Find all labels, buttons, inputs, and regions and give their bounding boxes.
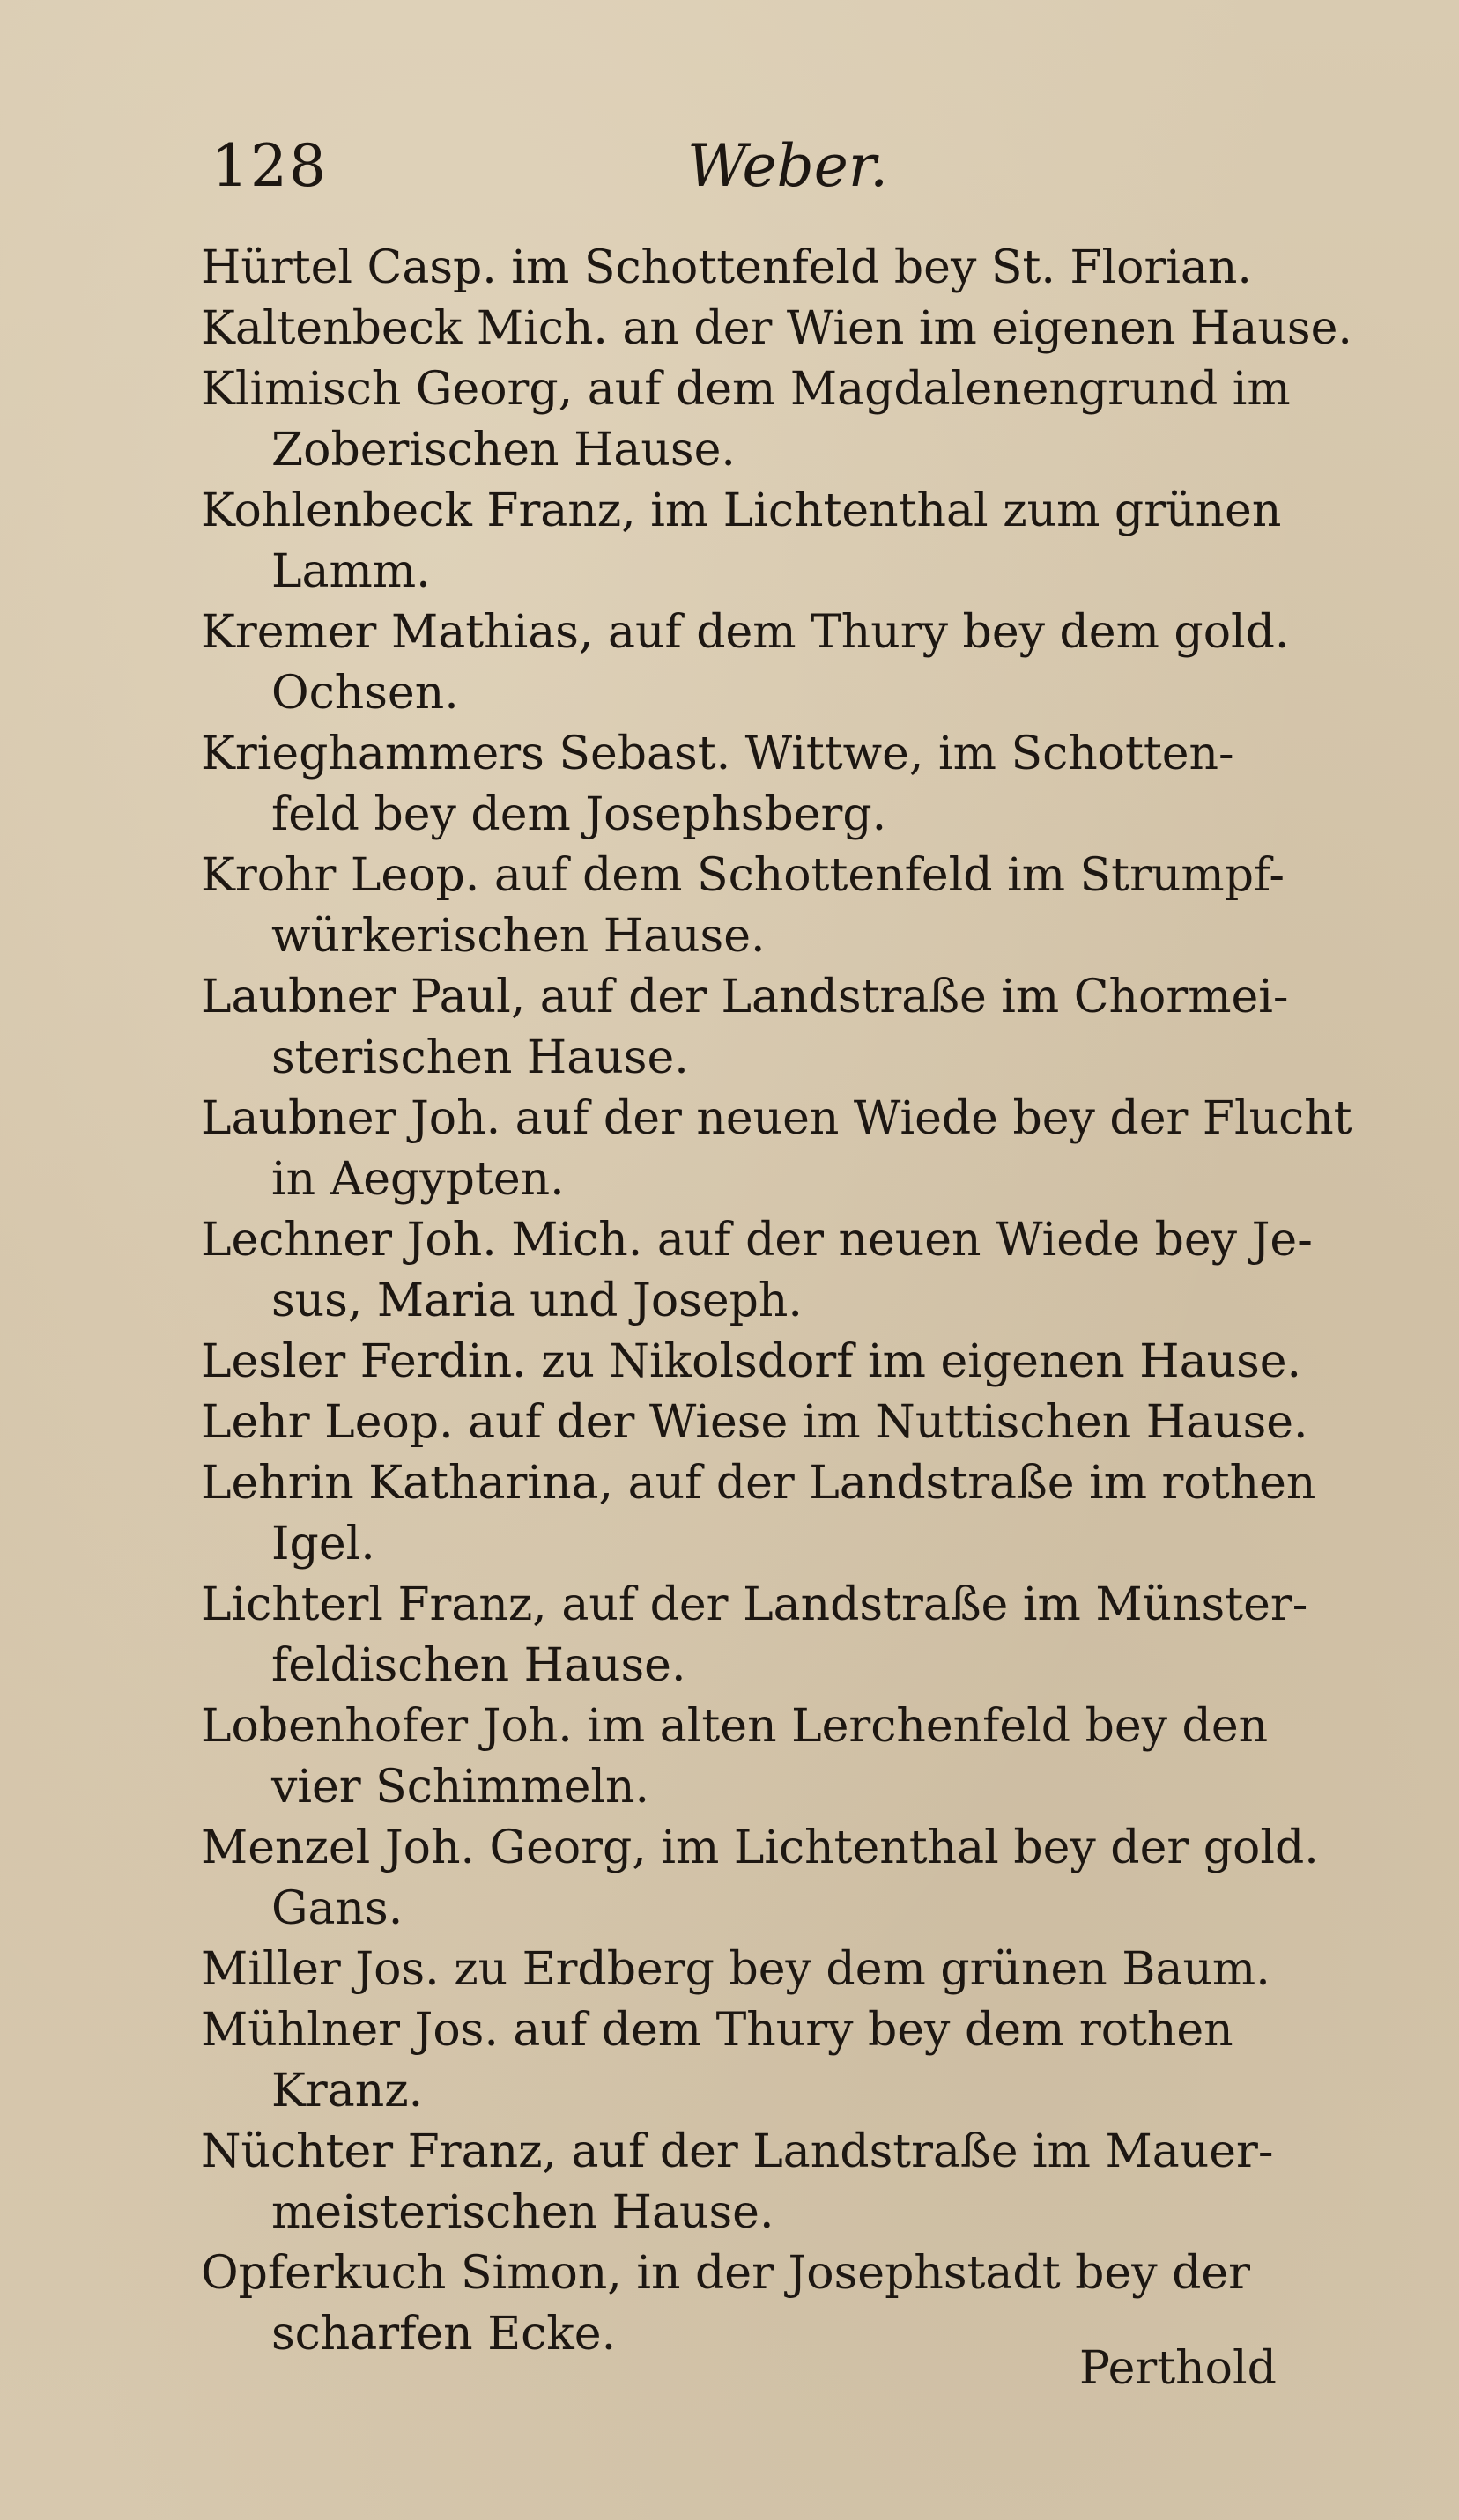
entry-line: Kaltenbeck Mich. an der Wien im eigenen Hause. <box>201 302 1352 355</box>
entry-line: Menzel Joh. Georg, im Lichtenthal bey der gold. <box>201 1822 1319 1874</box>
entry-continuation-line: Lamm. <box>271 545 431 598</box>
list-item <box>201 602 1373 724</box>
entry-continuation-line: meisterischen Hause. <box>271 2186 774 2239</box>
entry-line: Lehrin Katharina, auf der Landstraße im rothen <box>201 1457 1316 1510</box>
entry-continuation-line: feld bey dem Josephsberg. <box>271 788 887 841</box>
directory-entries <box>201 238 1373 2365</box>
list-item <box>201 359 1373 481</box>
entry-continuation-line: sus, Maria und Joseph. <box>271 1275 803 1327</box>
list-item <box>201 846 1373 967</box>
entry-line: Krieghammers Sebast. Wittwe, im Schotten- <box>201 728 1234 780</box>
list-item <box>201 2122 1373 2243</box>
list-item <box>201 967 1373 1089</box>
entry-line: Krohr Leop. auf dem Schottenfeld im Strumpf- <box>201 849 1285 902</box>
running-title: Weber. <box>687 132 889 200</box>
list-item <box>201 1818 1373 1940</box>
entry-continuation-line: Gans. <box>271 1882 404 1935</box>
entry-continuation-line: würkerischen Hause. <box>271 910 766 963</box>
list-item <box>201 1089 1373 1210</box>
list-item <box>201 1332 1373 1393</box>
list-item <box>201 724 1373 846</box>
list-item <box>201 238 1373 299</box>
list-item <box>201 1696 1373 1818</box>
entry-line: Mühlner Jos. auf dem Thury bey dem rothen <box>201 2004 1233 2057</box>
list-item <box>201 2000 1373 2122</box>
list-item <box>201 1575 1373 1696</box>
entry-line: Miller Jos. zu Erdberg bey dem grünen Baum. <box>201 1943 1270 1996</box>
list-item <box>201 1940 1373 2000</box>
list-item <box>201 481 1373 602</box>
list-item <box>201 1453 1373 1575</box>
entry-line: Nüchter Franz, auf der Landstraße im Mauer- <box>201 2125 1274 2178</box>
entry-continuation-line: Ochsen. <box>271 667 459 720</box>
entry-continuation-line: Zoberischen Hause. <box>271 424 736 477</box>
entry-line: Hürtel Casp. im Schottenfeld bey St. Florian. <box>201 241 1252 294</box>
list-item <box>201 299 1373 359</box>
page-header <box>0 132 1459 211</box>
entry-line: Laubner Paul, auf der Landstraße im Chormei- <box>201 971 1289 1024</box>
list-item <box>201 1393 1373 1453</box>
entry-continuation-line: feldischen Hause. <box>271 1639 686 1692</box>
list-item <box>201 1210 1373 1332</box>
entry-continuation-line: in Aegypten. <box>271 1153 565 1206</box>
entry-line: Kremer Mathias, auf dem Thury bey dem gold. <box>201 606 1290 659</box>
entry-line: Klimisch Georg, auf dem Magdalenengrund im <box>201 363 1291 416</box>
entry-line: Lehr Leop. auf der Wiese im Nuttischen Hause. <box>201 1396 1308 1449</box>
entry-continuation-line: Igel. <box>271 1518 375 1570</box>
catchword: Perthold <box>1079 2342 1277 2395</box>
entry-line: Lesler Ferdin. zu Nikolsdorf im eigenen Hause. <box>201 1335 1302 1388</box>
entry-line: Lobenhofer Joh. im alten Lerchenfeld bey den <box>201 1700 1269 1753</box>
entry-continuation-line: scharfen Ecke. <box>271 2308 617 2361</box>
entry-continuation-line: Kranz. <box>271 2065 424 2117</box>
page-number: 128 <box>211 132 328 200</box>
entry-line: Lichterl Franz, auf der Landstraße im Münster- <box>201 1578 1308 1631</box>
entry-line: Opferkuch Simon, in der Josephstadt bey der <box>201 2247 1251 2300</box>
entry-line: Lechner Joh. Mich. auf der neuen Wiede bey Je- <box>201 1214 1313 1267</box>
entry-line: Kohlenbeck Franz, im Lichtenthal zum grünen <box>201 484 1282 537</box>
entry-line: Laubner Joh. auf der neuen Wiede bey der Flucht <box>201 1092 1352 1145</box>
entry-continuation-line: vier Schimmeln. <box>271 1761 650 1814</box>
entry-continuation-line: sterischen Hause. <box>271 1031 689 1084</box>
